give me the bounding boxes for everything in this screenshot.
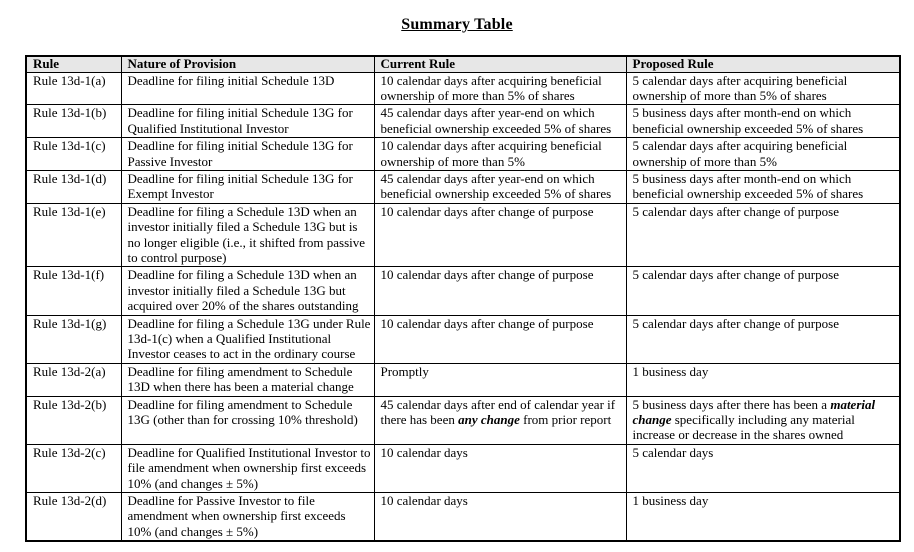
rule-cell: Rule 13d-2(c) (26, 444, 121, 492)
nature-cell: Deadline for filing amendment to Schedule 13D when there has been a material change (121, 363, 374, 396)
proposed-rule-cell: 5 calendar days (626, 444, 900, 492)
proposed-rule-cell: 1 business day (626, 363, 900, 396)
document-title: Summary Table (401, 16, 513, 33)
table-row (26, 203, 900, 267)
current-rule-cell: 10 calendar days after change of purpose (374, 267, 626, 315)
rule-cell: Rule 13d-1(c) (26, 138, 121, 171)
table-row (26, 444, 900, 492)
table-header-row (26, 56, 900, 72)
cell-text: 45 calendar days after end of calendar year if there has been (380, 396, 616, 428)
table-row (26, 170, 900, 203)
proposed-rule-cell: 5 calendar days after acquiring beneficial ownership of more than 5% (626, 138, 900, 171)
column-header-proposed-rule: Proposed Rule (626, 56, 900, 72)
current-rule-cell: 10 calendar days after change of purpose (374, 203, 626, 267)
table-row (26, 72, 900, 105)
current-rule-cell: 10 calendar days after change of purpose (374, 315, 626, 363)
proposed-rule-cell: 5 calendar days after change of purpose (626, 315, 900, 363)
nature-cell: Deadline for filing a Schedule 13G under Rule 13d-1(c) when a Qualified Institutional Investor ceases to act in the ordinary course (121, 315, 374, 363)
cell-text: specifically including any material increase or decrease in the shares owned (632, 412, 855, 443)
nature-cell: Deadline for filing a Schedule 13D when an investor initially filed a Schedule 13G but is no longer eligible (i.e., it shifted from passive to control purpose) (121, 203, 374, 267)
nature-cell: Deadline for filing amendment to Schedule 13G (other than for crossing 10% threshold) (121, 396, 374, 444)
table-row (26, 138, 900, 171)
rule-cell: Rule 13d-1(d) (26, 170, 121, 203)
table-row (26, 105, 900, 138)
column-header-nature: Nature of Provision (121, 56, 374, 72)
cell-text: 5 business days after there has been a (632, 396, 831, 412)
rule-cell: Rule 13d-2(a) (26, 363, 121, 396)
current-rule-cell (374, 396, 626, 444)
proposed-rule-cell: 5 business days after month-end on which beneficial ownership exceeded 5% of shares (626, 170, 900, 203)
rule-cell: Rule 13d-1(e) (26, 203, 121, 267)
proposed-rule-cell: 5 business days after month-end on which beneficial ownership exceeded 5% of shares (626, 105, 900, 138)
nature-cell: Deadline for filing initial Schedule 13G for Qualified Institutional Investor (121, 105, 374, 138)
nature-cell: Deadline for filing initial Schedule 13D (121, 72, 374, 105)
cell-text: from prior report (519, 412, 612, 428)
table-row (26, 315, 900, 363)
column-header-rule: Rule (26, 56, 121, 72)
proposed-rule-cell: 5 calendar days after change of purpose (626, 267, 900, 315)
current-rule-cell: Promptly (374, 363, 626, 396)
nature-cell: Deadline for Qualified Institutional Investor to file amendment when ownership first exceeds 10% (and changes ± 5%) (121, 444, 374, 492)
table-row (26, 396, 900, 444)
nature-cell: Deadline for filing a Schedule 13D when an investor initially filed a Schedule 13G but acquired over 20% of the shares outstanding (121, 267, 374, 315)
proposed-rule-cell (626, 396, 900, 444)
table-row (26, 363, 900, 396)
rule-cell: Rule 13d-1(a) (26, 72, 121, 105)
table-row (26, 267, 900, 315)
nature-cell: Deadline for filing initial Schedule 13G for Exempt Investor (121, 170, 374, 203)
current-rule-cell: 10 calendar days after acquiring beneficial ownership of more than 5% (374, 138, 626, 171)
current-rule-cell: 45 calendar days after year-end on which beneficial ownership exceeded 5% of shares (374, 170, 626, 203)
proposed-rule-cell: 1 business day (626, 493, 900, 542)
current-rule-cell: 10 calendar days (374, 444, 626, 492)
current-rule-cell: 10 calendar days after acquiring beneficial ownership of more than 5% of shares (374, 72, 626, 105)
current-rule-cell: 10 calendar days (374, 493, 626, 542)
nature-cell: Deadline for filing initial Schedule 13G for Passive Investor (121, 138, 374, 171)
rule-cell: Rule 13d-1(g) (26, 315, 121, 363)
current-rule-cell: 45 calendar days after year-end on which beneficial ownership exceeded 5% of shares (374, 105, 626, 138)
emphasized-text: material change (632, 396, 876, 428)
rule-cell: Rule 13d-2(b) (26, 396, 121, 444)
proposed-rule-cell: 5 calendar days after change of purpose (626, 203, 900, 267)
nature-cell: Deadline for Passive Investor to file amendment when ownership first exceeds 10% (and changes ± 5%) (121, 493, 374, 542)
proposed-rule-cell: 5 calendar days after acquiring beneficial ownership of more than 5% of shares (626, 72, 900, 105)
column-header-current-rule: Current Rule (374, 56, 626, 72)
rule-cell: Rule 13d-1(b) (26, 105, 121, 138)
rule-cell: Rule 13d-1(f) (26, 267, 121, 315)
summary-table (25, 55, 901, 542)
emphasized-text: any change (458, 412, 520, 428)
table-row (26, 493, 900, 542)
rule-cell: Rule 13d-2(d) (26, 493, 121, 542)
